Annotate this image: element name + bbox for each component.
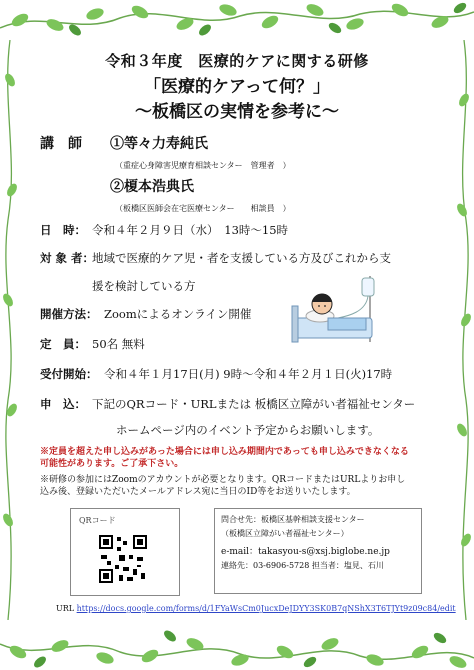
reception-value: 令和４年１月17日(月) 9時～令和４年２月１日(火)17時 — [104, 367, 393, 381]
datetime-label: 日 時： — [40, 223, 86, 237]
contact-panel — [214, 508, 422, 594]
url-label: URL — [56, 604, 75, 613]
apply-value-line2: ホームページ内のイベント予定からお願いします。 — [116, 423, 380, 437]
url-line — [56, 604, 456, 613]
contact-phone: 連絡先：03-6906-5728 担当者：塩見、石川 — [221, 561, 384, 570]
vine-left-decoration — [0, 40, 24, 620]
apply-label: 申 込： — [40, 397, 86, 411]
lecturer-1-name: ①等々力寿純氏 — [110, 136, 208, 152]
note-zoom — [40, 474, 440, 498]
reception-label: 受付開始： — [40, 367, 98, 381]
lecturer-1-affiliation: （重症心身障害児療育相談センター 管理者 ） — [115, 161, 291, 170]
audience-label: 対 象 者： — [40, 251, 95, 265]
apply-value-line1: 下記のQRコード・URLまたは 板橋区立障がい者福祉センター — [92, 397, 416, 411]
lecturer-2-affiliation: （板橋区医師会在宅医療センター 相談員 ） — [115, 204, 291, 213]
vine-right-decoration — [450, 40, 474, 620]
event-subtitle-2: ～板橋区の実情を参考に～ — [135, 102, 339, 122]
note-capacity-line2: 可能性があります。ご了承下さい。 — [40, 459, 184, 469]
qr-code-panel — [70, 508, 180, 596]
contact-line2: （板橋区立障がい者福祉センター） — [221, 529, 349, 538]
note-capacity-line1: ※定員を超えた申し込みがあった場合には申し込み期間内であっても申し込みできなくなる — [40, 447, 409, 457]
note-zoom-line1: ※研修の参加にはZoomのアカウントが必要となります。QRコードまたはURLよりお申し — [40, 475, 406, 485]
note-zoom-line2: 込み後、登録いただいたメールアドレス宛に当日のID等をお送りいたします。 — [40, 487, 356, 497]
audience-value-line1: 地域で医療的ケア児・者を支援している方及びこれから支 — [92, 251, 391, 265]
lecturer-2-name: ②榎本浩典氏 — [110, 179, 194, 195]
capacity-value: 50名 無料 — [92, 337, 145, 351]
vine-top-decoration — [0, 0, 474, 46]
registration-url-link[interactable]: https://docs.google.com/forms/d/1FYaWsCm0JucxDeJDYY3SK0B7qNShX3T6TJYt9z09c84/edit — [76, 604, 456, 613]
qr-code-label: QRコード — [79, 516, 116, 525]
vine-bottom-decoration — [0, 622, 474, 670]
event-title: 令和３年度 医療的ケアに関する研修 — [105, 52, 369, 70]
contact-email[interactable]: e-mail：takasyou-s@xsj.biglobe.ne.jp — [221, 547, 390, 557]
datetime-value: 令和４年２月９日（水） 13時～15時 — [92, 223, 289, 237]
capacity-label: 定 員： — [40, 337, 86, 351]
qr-code[interactable] — [97, 533, 149, 585]
note-capacity — [40, 446, 440, 470]
lecturer-label: 講 師 — [40, 136, 82, 152]
patient-in-bed-illustration — [288, 272, 388, 348]
method-label: 開催方法： — [40, 307, 98, 321]
method-value: Zoomによるオンライン開催 — [104, 307, 252, 321]
event-subtitle: 「医療的ケアって何？」 — [144, 77, 330, 97]
audience-value-line2: 援を検討している方 — [92, 279, 196, 293]
contact-line1: 問合せ先：板橋区基幹相談支援センター — [221, 515, 365, 524]
